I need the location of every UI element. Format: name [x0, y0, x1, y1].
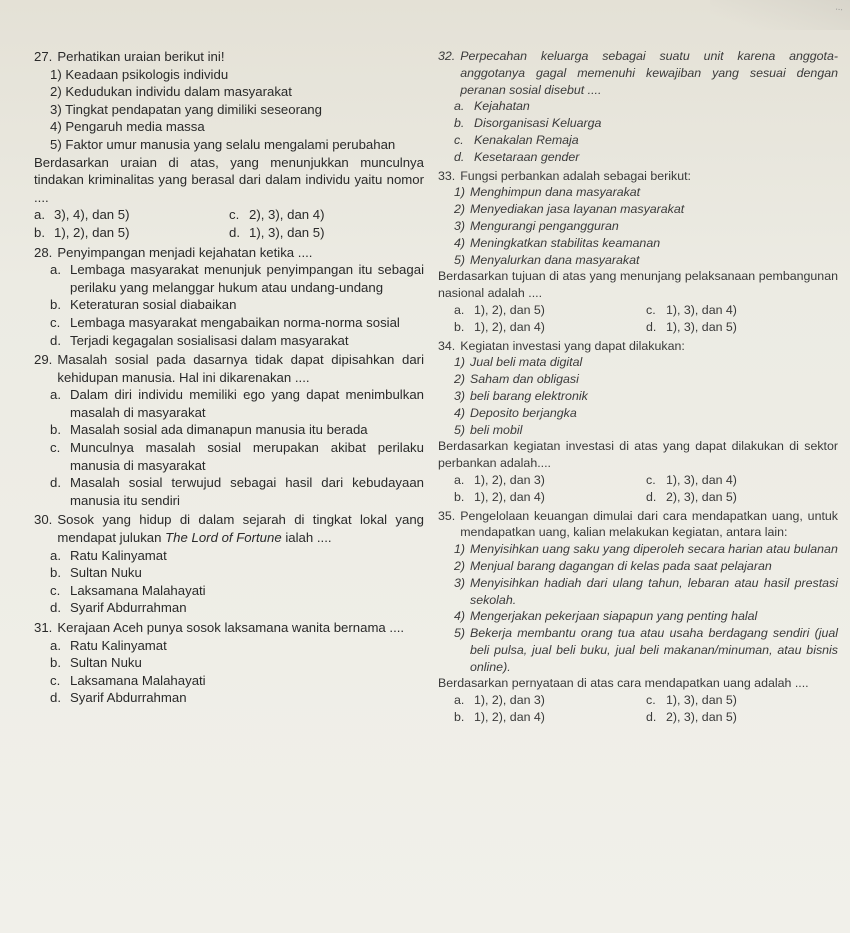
- option-letter: d.: [646, 710, 657, 725]
- option-text: Dalam diri individu memiliki ego yang dapat menimbulkan masalah di masyarakat: [70, 387, 424, 420]
- statement-number: 3): [454, 388, 466, 403]
- answer-option[interactable]: [50, 421, 424, 439]
- question-text: Perhatikan uraian berikut ini!: [57, 49, 225, 64]
- option-letter: c.: [50, 672, 61, 688]
- statement-number: 1): [454, 355, 466, 370]
- question-number: 34.: [438, 338, 456, 353]
- question-number: 29.: [34, 352, 53, 368]
- option-letter: d.: [50, 690, 61, 706]
- option-letter: c.: [646, 472, 656, 487]
- option-letter: b.: [454, 319, 465, 334]
- option-letter: b.: [454, 489, 465, 504]
- answer-option[interactable]: [50, 564, 424, 582]
- option-text: 1), 2), dan 4): [474, 489, 545, 504]
- statement-item: 3) Tingkat pendapatan yang dimiliki seseorang: [50, 101, 322, 117]
- statement-item: [454, 625, 838, 675]
- question-31: [34, 619, 424, 707]
- question-number: 27.: [34, 49, 53, 64]
- option-letter: a.: [50, 387, 61, 403]
- answer-option[interactable]: [454, 132, 838, 149]
- statement-item: 1) Keadaan psikologis individu: [50, 66, 229, 82]
- answer-option[interactable]: [454, 472, 646, 489]
- option-text: 1), 2), dan 3): [474, 693, 545, 708]
- statement-item: [454, 201, 838, 218]
- option-text: Syarif Abdurrahman: [70, 690, 187, 706]
- statement-text: Mengerjakan pekerjaan siapapun yang penting halal: [470, 609, 758, 624]
- statement-item: [454, 235, 838, 252]
- option-text: Disorganisasi Keluarga: [474, 116, 602, 131]
- statement-item: [454, 541, 838, 558]
- statement-number: 4): [454, 235, 466, 250]
- option-letter: d.: [646, 489, 657, 504]
- answer-option[interactable]: [50, 386, 424, 421]
- answer-option[interactable]: [454, 115, 838, 132]
- statement-number: 1): [454, 185, 466, 200]
- question-text-italic: The Lord of Fortune: [165, 530, 282, 546]
- option-text: 1), 2), dan 3): [474, 472, 545, 487]
- answer-options: [438, 692, 838, 726]
- answer-option[interactable]: [229, 224, 424, 242]
- statement-list: [34, 66, 424, 154]
- answer-option[interactable]: [454, 149, 838, 166]
- answer-option[interactable]: [50, 582, 424, 600]
- statement-list: [438, 354, 838, 438]
- statement-item: [454, 184, 838, 201]
- statement-item: 2) Kedudukan individu dalam masyarakat: [50, 84, 292, 100]
- option-letter: c.: [229, 207, 240, 223]
- question-number: 33.: [438, 168, 456, 183]
- option-letter: d.: [50, 600, 61, 616]
- statement-number: 3): [454, 218, 466, 233]
- question-text-part: Sosok yang hidup di dalam sejarah di tingkat lokal yang mendapat julukan: [57, 512, 424, 546]
- question-stem: Berdasarkan tujuan di atas yang menunjang pelaksanaan pembangunan nasional adalah ....: [438, 269, 838, 301]
- answer-option[interactable]: [50, 332, 424, 350]
- answer-option[interactable]: [50, 547, 424, 565]
- answer-option[interactable]: [50, 599, 424, 617]
- option-letter: b.: [34, 224, 45, 240]
- option-letter: b.: [50, 655, 61, 671]
- answer-option[interactable]: [50, 261, 424, 296]
- option-letter: b.: [50, 565, 61, 581]
- option-text: 1), 2), dan 4): [474, 319, 545, 334]
- answer-options: [438, 302, 838, 336]
- option-text: Laksamana Malahayati: [70, 672, 206, 688]
- question-30: [34, 511, 424, 617]
- option-text: Ratu Kalinyamat: [70, 637, 167, 653]
- statement-text: Menjual barang dagangan di kelas pada saat pelajaran: [470, 558, 772, 573]
- option-letter: b.: [454, 710, 465, 725]
- question-stem: Berdasarkan kegiatan investasi di atas yang dapat dilakukan di sektor perbankan adalah....: [438, 439, 838, 471]
- statement-item: 4) Pengaruh media massa: [50, 119, 205, 135]
- answer-option[interactable]: [646, 302, 838, 319]
- answer-option[interactable]: [646, 319, 838, 336]
- option-text: Keteraturan sosial diabaikan: [70, 297, 237, 313]
- option-letter: d.: [50, 332, 61, 348]
- option-text: Terjadi kegagalan sosialisasi dalam masyarakat: [70, 332, 349, 348]
- statement-text: Jual beli mata digital: [470, 355, 583, 370]
- question-32: [438, 48, 838, 166]
- option-text: 3), 4), dan 5): [54, 207, 130, 223]
- statement-text: beli barang elektronik: [470, 388, 588, 403]
- statement-item: [454, 388, 838, 405]
- option-letter: c.: [50, 582, 61, 598]
- option-text: Munculnya masalah sosial merupakan akibat perilaku manusia di masyarakat: [70, 440, 424, 473]
- statement-text: Deposito berjangka: [470, 405, 577, 420]
- statement-text: Menyisihkan uang saku yang diperoleh secara harian atau bulanan: [470, 542, 838, 557]
- question-text: Penyimpangan menjadi kejahatan ketika ....: [57, 244, 313, 260]
- statement-item: [454, 558, 838, 575]
- option-letter: a.: [454, 99, 465, 114]
- answer-option[interactable]: [646, 489, 838, 506]
- answer-options: [34, 547, 424, 617]
- statement-item: [454, 371, 838, 388]
- option-letter: b.: [50, 422, 61, 438]
- answer-option[interactable]: [50, 689, 424, 707]
- statement-number: 2): [454, 202, 466, 217]
- corner-note: ...: [835, 1, 845, 13]
- statement-text: Meningkatkan stabilitas keamanan: [470, 235, 661, 250]
- answer-options: [438, 98, 838, 165]
- question-number: 32.: [438, 49, 456, 63]
- option-letter: a.: [50, 547, 61, 563]
- option-letter: a.: [34, 207, 45, 223]
- statement-item: [454, 405, 838, 422]
- statement-item: [454, 252, 838, 269]
- statement-number: 4): [454, 405, 466, 420]
- option-text: Lembaga masyarakat menunjuk penyimpangan itu sebagai perilaku yang melanggar hukum atau undang-undang: [70, 262, 424, 295]
- statement-number: 3): [454, 575, 466, 590]
- option-letter: a.: [50, 262, 61, 278]
- answer-option[interactable]: [454, 709, 646, 726]
- question-text: Pengelolaan keuangan dimulai dari cara mendapatkan uang, untuk mendapatkan uang, kalian melakukan kegiatan, antara lain:: [460, 508, 838, 540]
- option-letter: d.: [646, 319, 657, 334]
- answer-option[interactable]: [50, 296, 424, 314]
- statement-text: Saham dan obligasi: [470, 372, 579, 387]
- answer-option[interactable]: [646, 692, 838, 709]
- option-letter: c.: [50, 314, 61, 330]
- question-text: Kegiatan investasi yang dapat dilakukan:: [460, 338, 685, 353]
- statement-number: 2): [454, 372, 466, 387]
- option-letter: c.: [50, 440, 61, 456]
- answer-options: [34, 206, 424, 241]
- option-text: 1), 3), dan 5): [249, 224, 325, 240]
- statement-text: Menyediakan jasa layanan masyarakat: [470, 202, 685, 217]
- statement-item: [454, 608, 838, 625]
- right-column: [438, 48, 838, 728]
- statement-text: beli mobil: [470, 422, 523, 437]
- question-33: [438, 168, 838, 336]
- option-letter: b.: [454, 116, 465, 131]
- option-letter: c.: [646, 693, 656, 708]
- question-34: [438, 338, 838, 506]
- statement-number: 5): [454, 626, 466, 641]
- option-text: Kejahatan: [474, 99, 530, 114]
- option-letter: a.: [454, 693, 465, 708]
- statement-list: [438, 541, 838, 675]
- option-letter: c.: [646, 302, 656, 317]
- statement-number: 5): [454, 252, 466, 267]
- option-letter: a.: [454, 472, 465, 487]
- option-text: Masalah sosial terwujud sebagai hasil dari kebudayaan manusia itu sendiri: [70, 475, 424, 508]
- question-number: 31.: [34, 620, 53, 635]
- option-text: Kenakalan Remaja: [474, 132, 579, 147]
- statement-item: 5) Faktor umur manusia yang selalu mengalami perubahan: [50, 136, 396, 152]
- answer-option[interactable]: [454, 302, 646, 319]
- option-letter: d.: [50, 475, 61, 491]
- question-29: [34, 351, 424, 509]
- statement-number: 2): [454, 558, 466, 573]
- option-letter: c.: [454, 132, 464, 147]
- answer-options: [34, 637, 424, 707]
- left-column: [34, 48, 424, 709]
- question-35: [438, 508, 838, 726]
- question-stem: Berdasarkan uraian di atas, yang menunjukkan munculnya tindakan kriminalitas yang berasal dari dalam individu yaitu nomor ....: [34, 154, 424, 205]
- answer-option[interactable]: [646, 472, 838, 489]
- question-text: Kerajaan Aceh punya sosok laksamana wanita bernama ....: [57, 620, 405, 635]
- option-text: Ratu Kalinyamat: [70, 547, 167, 563]
- question-28: [34, 244, 424, 350]
- answer-option[interactable]: [454, 692, 646, 709]
- option-text: 2), 3), dan 5): [666, 710, 737, 725]
- answer-option[interactable]: [34, 224, 229, 242]
- option-letter: d.: [229, 224, 240, 240]
- answer-options: [438, 472, 838, 506]
- statement-text: Menghimpun dana masyarakat: [470, 185, 641, 200]
- option-letter: a.: [454, 302, 465, 317]
- answer-options: [34, 386, 424, 509]
- option-letter: a.: [50, 637, 61, 653]
- statement-list: [438, 184, 838, 268]
- statement-text: Menyisihkan hadiah dari ulang tahun, lebaran atau hasil prestasi sekolah.: [470, 575, 838, 607]
- option-text: 2), 3), dan 4): [249, 207, 325, 223]
- statement-text: Menyalurkan dana masyarakat: [470, 252, 640, 267]
- question-number: 35.: [438, 508, 456, 523]
- question-number: 28.: [34, 244, 53, 260]
- question-stem: Berdasarkan pernyataan di atas cara mendapatkan uang adalah ....: [438, 676, 809, 691]
- option-text: 1), 3), dan 4): [666, 472, 737, 487]
- answer-option[interactable]: [454, 98, 838, 115]
- statement-text: Bekerja membantu orang tua atau usaha berdagang sendiri (jual beli pulsa, jual beli buku, jual beli makanan/minuman, atau bisnis online).: [470, 626, 838, 674]
- question-text-part: ialah ....: [281, 530, 332, 546]
- option-text: 1), 2), dan 4): [474, 710, 545, 725]
- option-text: Syarif Abdurrahman: [70, 600, 187, 616]
- answer-option[interactable]: [50, 672, 424, 690]
- option-text: 1), 3), dan 5): [666, 319, 737, 334]
- statement-item: [454, 422, 838, 439]
- answer-option[interactable]: [454, 319, 646, 336]
- answer-option[interactable]: [229, 206, 424, 224]
- option-text: 2), 3), dan 5): [666, 489, 737, 504]
- answer-option[interactable]: [50, 439, 424, 474]
- answer-option[interactable]: [454, 489, 646, 506]
- statement-text: Mengurangi pengangguran: [470, 218, 619, 233]
- option-letter: d.: [454, 149, 465, 164]
- question-text: Masalah sosial pada dasarnya tidak dapat dipisahkan dari kehidupan manusia. Hal ini dikarenakan ....: [57, 352, 424, 385]
- option-text: Kesetaraan gender: [474, 149, 580, 164]
- question-text: Fungsi perbankan adalah sebagai berikut:: [460, 168, 691, 183]
- option-text: 1), 2), dan 5): [474, 302, 545, 317]
- answer-option[interactable]: [646, 709, 838, 726]
- statement-item: [454, 354, 838, 371]
- option-letter: b.: [50, 297, 61, 313]
- question-text: Perpecahan keluarga sebagai suatu unit karena anggota-anggotanya gagal memenuhi kewajiban yang sesuai dengan peranan sosial disebut ....: [460, 49, 838, 97]
- option-text: 1), 2), dan 5): [54, 224, 130, 240]
- statement-number: 4): [454, 609, 466, 624]
- statement-item: [454, 575, 838, 609]
- question-27: [34, 48, 424, 242]
- question-text: [57, 511, 424, 546]
- answer-option[interactable]: [50, 637, 424, 655]
- answer-option[interactable]: [50, 654, 424, 672]
- option-text: Sultan Nuku: [70, 565, 142, 581]
- option-text: Masalah sosial ada dimanapun manusia itu berada: [70, 422, 368, 438]
- option-text: 1), 3), dan 4): [666, 302, 737, 317]
- statement-item: [454, 218, 838, 235]
- answer-option[interactable]: [50, 474, 424, 509]
- statement-number: 1): [454, 542, 466, 557]
- option-text: 1), 3), dan 5): [666, 693, 737, 708]
- answer-options: [34, 261, 424, 349]
- option-text: Laksamana Malahayati: [70, 582, 206, 598]
- question-number: 30.: [34, 512, 53, 528]
- page-corner: [710, 0, 850, 30]
- option-text: Sultan Nuku: [70, 655, 142, 671]
- option-text: Lembaga masyarakat mengabaikan norma-norma sosial: [70, 314, 400, 330]
- statement-number: 5): [454, 422, 466, 437]
- answer-option[interactable]: [34, 206, 229, 224]
- answer-option[interactable]: [50, 314, 424, 332]
